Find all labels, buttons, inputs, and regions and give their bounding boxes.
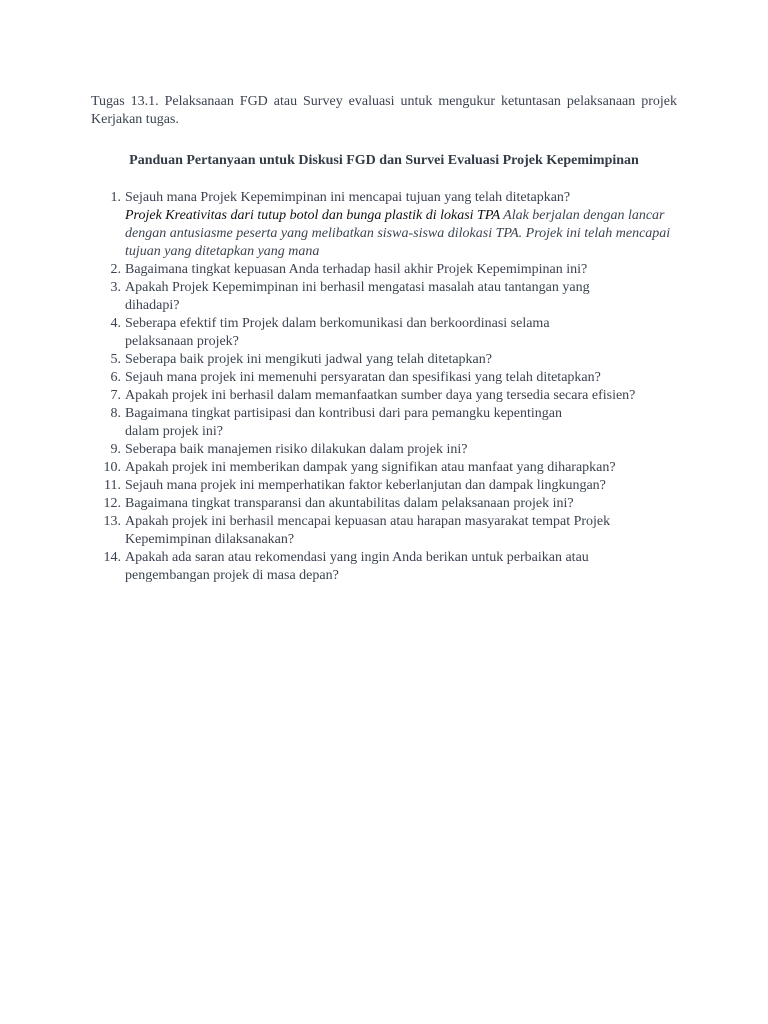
question-item-1 [91, 189, 677, 261]
intro-paragraph: Tugas 13.1. Pelaksanaan FGD atau Survey evaluasi untuk mengukur ketuntasan pelaksanaan projek Kerjakan tugas. [91, 94, 677, 127]
question-item-13 [91, 513, 677, 549]
question-item-11 [91, 477, 677, 495]
question-item-14 [91, 549, 677, 585]
question-number: 2. [110, 262, 121, 277]
answer-continuation: Alak berjalan dengan lancar dengan antusiasme peserta yang melibatkan siswa-siswa dilokasi TPA. Projek ini telah mencapai tujuan yang ditetapkan yang mana [125, 208, 671, 259]
question-number: 3. [110, 280, 121, 295]
question-number: 4. [110, 316, 121, 331]
question-text: Apakah projek ini berhasil dalam memanfaatkan sumber daya yang tersedia secara efisien? [125, 388, 636, 403]
question-item-12 [91, 495, 677, 513]
question-number: 14. [103, 550, 121, 565]
question-text: Apakah projek ini memberikan dampak yang signifikan atau manfaat yang diharapkan? [125, 460, 616, 475]
question-number: 10. [103, 460, 121, 475]
question-text: Apakah ada saran atau rekomendasi yang ingin Anda berikan untuk perbaikan atau pengembangan projek di masa depan? [125, 550, 589, 583]
question-number: 8. [110, 406, 121, 421]
question-text: Bagaimana tingkat transparansi dan akuntabilitas dalam pelaksanaan projek ini? [125, 496, 574, 511]
question-item-9 [91, 441, 677, 459]
question-item-2 [91, 261, 677, 279]
question-text: Bagaimana tingkat kepuasan Anda terhadap hasil akhir Projek Kepemimpinan ini? [125, 262, 588, 277]
question-number: 13. [103, 514, 121, 529]
question-text: Seberapa baik projek ini mengikuti jadwal yang telah ditetapkan? [125, 352, 492, 367]
question-number: 12. [103, 496, 121, 511]
question-number: 1. [110, 190, 121, 205]
question-item-6 [91, 369, 677, 387]
question-list [91, 189, 677, 585]
question-item-5 [91, 351, 677, 369]
question-text: Sejauh mana projek ini memperhatikan faktor keberlanjutan dan dampak lingkungan? [125, 478, 606, 493]
question-item-8 [91, 405, 677, 441]
document-page [91, 93, 677, 585]
question-text: Apakah projek ini berhasil mencapai kepuasan atau harapan masyarakat tempat Projek Kepemimpinan dilaksanakan? [125, 514, 611, 547]
answer-text [125, 207, 677, 261]
question-item-4 [91, 315, 677, 351]
question-number: 5. [110, 352, 121, 367]
question-item-10 [91, 459, 677, 477]
question-text: Apakah Projek Kepemimpinan ini berhasil mengatasi masalah atau tantangan yang dihadapi? [125, 280, 590, 313]
question-text: Sejauh mana projek ini memenuhi persyaratan dan spesifikasi yang telah ditetapkan? [125, 370, 601, 385]
question-item-3 [91, 279, 677, 315]
question-text: Bagaimana tingkat partisipasi dan kontribusi dari para pemangku kepentingan dalam projek ini? [125, 406, 562, 439]
question-item-7 [91, 387, 677, 405]
question-number: 11. [104, 478, 121, 493]
question-text: Seberapa efektif tim Projek dalam berkomunikasi dan berkoordinasi selama pelaksanaan projek? [125, 316, 550, 349]
question-number: 9. [110, 442, 121, 457]
document-heading: Panduan Pertanyaan untuk Diskusi FGD dan Survei Evaluasi Projek Kepemimpinan [129, 153, 639, 168]
question-text: Sejauh mana Projek Kepemimpinan ini mencapai tujuan yang telah ditetapkan? [125, 190, 571, 205]
question-number: 6. [110, 370, 121, 385]
question-text: Seberapa baik manajemen risiko dilakukan dalam projek ini? [125, 442, 468, 457]
question-number: 7. [110, 388, 121, 403]
answer-highlight: Projek Kreativitas dari tutup botol dan bunga plastik di lokasi TPA [125, 208, 500, 223]
